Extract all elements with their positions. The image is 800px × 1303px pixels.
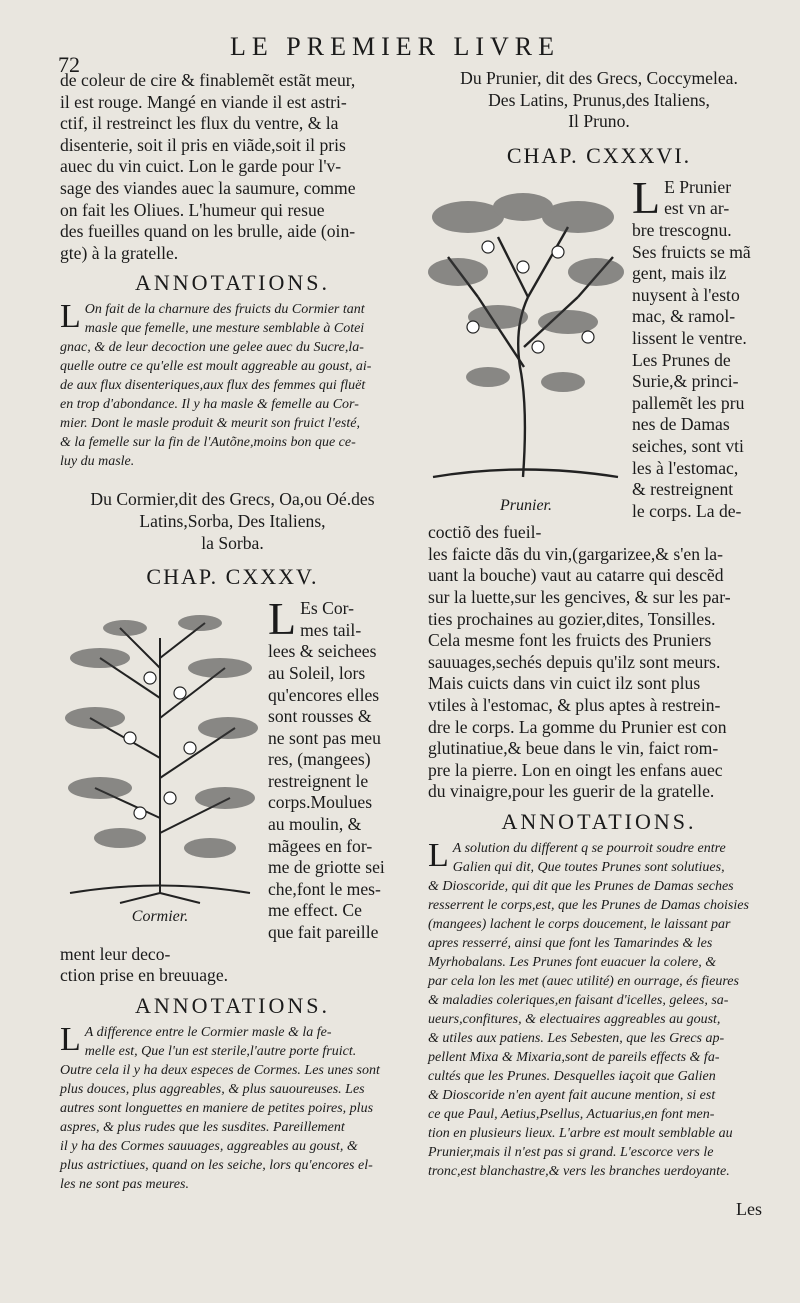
annotation-line: autres sont longuettes en maniere de petites poires, plus xyxy=(60,1100,374,1116)
drop-cap: L xyxy=(268,593,297,645)
left-column xyxy=(60,70,405,1194)
prunier-woodcut xyxy=(428,177,624,515)
text-line: mãgees en for- xyxy=(268,835,373,856)
annotation-line: & la femelle sur la fin de l'Autõne,moins bon que ce- xyxy=(60,435,356,451)
annotation-line: & utiles aux patiens. Les Sebesten, que les Grecs ap- xyxy=(428,1031,725,1046)
text-line: gent, mais ilz xyxy=(632,263,727,284)
text-line: uant la bouche) vaut au catarre qui descẽd xyxy=(428,565,724,586)
text-line: glutinatiue,& beue dans le vin, faict rom- xyxy=(428,738,719,759)
text-line: des fueilles quand on les brulle, aide (oin- xyxy=(60,221,356,242)
annotation-line: On fait de la charnure des fruicts du Cormier tant xyxy=(84,302,365,318)
prunier-tree-illustration xyxy=(428,177,624,497)
catchword: Les xyxy=(736,1199,762,1219)
annotation-line: apres resserré, ainsi que font les Tamarindes & les xyxy=(428,936,713,951)
annotation-line: aspres, & plus rudes que les susdites. Pareillement xyxy=(60,1119,345,1135)
annotation-line: A difference entre le Cormier masle & la fe- xyxy=(84,1024,332,1040)
text-line: disenterie, soit il pris en viãde,soit il pris xyxy=(60,134,346,155)
annotation-block-2 xyxy=(60,1020,405,1194)
text-line: sont rousses & xyxy=(268,706,372,727)
text-line: coctiõ des fueil- xyxy=(428,522,542,543)
text-line: les à l'estomac, xyxy=(632,457,739,478)
text-line: du vinaigre,pour les guerir de la gratelle. xyxy=(428,781,715,802)
annotation-line: & Dioscoride n'en ayent fait aucune mention, si est xyxy=(428,1088,716,1103)
text-line: que fait pareille xyxy=(268,922,379,943)
text-line: lees & seichees xyxy=(268,641,377,662)
drop-cap: L xyxy=(60,1020,81,1058)
annotation-line: luy du masle. xyxy=(60,454,135,470)
section-title-line: Latins,Sorba, Des Italiens, xyxy=(139,510,326,531)
section-title-line: Il Pruno. xyxy=(568,111,630,132)
cormier-woodcut xyxy=(60,598,260,926)
right-column xyxy=(428,68,770,1181)
text-line: est vn ar- xyxy=(664,198,730,219)
annotation-line: masle que femelle, une mesture semblable à Cotei xyxy=(84,321,365,337)
drop-cap: L xyxy=(428,837,449,874)
text-line: Ses fruicts se mã xyxy=(632,241,751,262)
annotation-line: plus astrictiues, quand on les seiche, lors qu'encores el- xyxy=(60,1157,373,1173)
chapter-heading: CHAP. CXXXV. xyxy=(146,564,319,590)
annotation-line: & Dioscoride, qui dit que les Prunes de Damas seches xyxy=(428,879,734,894)
page-number: 72 xyxy=(58,52,80,77)
annotation-line: ce que Paul, Aetius,Psellus, Actuarius,en font men- xyxy=(428,1107,715,1122)
text-line: me de griotte sei xyxy=(268,857,385,878)
text-line: le corps. La de- xyxy=(632,500,742,521)
text-line: on fait les Oliues. L'humeur qui resue xyxy=(60,199,325,220)
text-line: Cela mesme font les fruicts des Pruniers xyxy=(428,630,712,651)
section-title-line: Des Latins, Prunus,des Italiens, xyxy=(488,89,710,110)
annotation-line: tronc,est blanchastre,& vers les branches uerdoyante. xyxy=(428,1164,730,1179)
text-line: au moulin, & xyxy=(268,814,362,835)
text-line: ment leur deco- xyxy=(60,943,171,964)
annotation-line: Prunier,mais il n'est pas si grand. L'escorce vers le xyxy=(428,1145,714,1160)
annotations-heading: ANNOTATIONS. xyxy=(135,270,330,296)
text-line: ctif, il restreinct les flux du ventre, & la xyxy=(60,113,339,134)
annotation-line: A solution du different q se pourroit soudre entre xyxy=(452,841,726,856)
text-line: E Prunier xyxy=(664,176,732,197)
text-line: sage des viandes auec la saumure, comme xyxy=(60,177,356,198)
text-line: pallemẽt les pru xyxy=(632,392,745,413)
text-line: ties prochaines au gozier,dites, Tonsilles. xyxy=(428,608,716,629)
annotations-heading: ANNOTATIONS. xyxy=(501,809,697,834)
text-line: au Soleil, lors xyxy=(268,662,366,683)
text-line: dre le corps. La gomme du Prunier est con xyxy=(428,716,727,737)
text-line: lissent le ventre. xyxy=(632,327,747,348)
section-title-line: Du Cormier,dit des Grecs, Oa,ou Oé.des xyxy=(90,489,375,510)
text-line: restreignent le xyxy=(268,770,369,791)
text-line: ne sont pas meu xyxy=(268,727,381,748)
annotation-line: melle est, Que l'un est sterile,l'autre porte fruict. xyxy=(84,1043,357,1059)
annotation-line: gnac, & de leur decoction une gelee auec du Sucre,la- xyxy=(60,340,364,356)
text-line: pre la pierre. Lon en oingt les enfans auec xyxy=(428,759,723,780)
text-line: Es Cor- xyxy=(300,598,354,619)
text-line: nuysent à l'esto xyxy=(632,284,740,305)
drop-cap: L xyxy=(60,298,81,336)
figure-caption: Prunier. xyxy=(500,496,552,514)
annotation-line: en trop d'abondance. Il y ha masle & femelle au Cor- xyxy=(60,397,359,413)
annotation-line: plus douces, plus aggreables, & plus sauoureuses. Les xyxy=(60,1081,365,1097)
drop-cap: L xyxy=(632,171,661,223)
running-title: LE PREMIER LIVRE xyxy=(230,32,560,61)
annotation-line: les ne sont pas meures. xyxy=(60,1176,189,1192)
text-line: Surie,& princi- xyxy=(632,371,739,392)
text-line: mac, & ramol- xyxy=(632,306,736,327)
annotation-line: Myrhobalans. Les Prunes font euacuer la colere, & xyxy=(428,955,717,970)
annotation-line: tion en plusieurs lieux. L'arbre est moult semblable au xyxy=(428,1126,733,1141)
text-line: me effect. Ce xyxy=(268,900,362,921)
text-line: sauuages,sechés depuis qu'ilz sont meurs. xyxy=(428,651,721,672)
text-line: qu'encores elles xyxy=(268,684,380,705)
annotation-block-1 xyxy=(60,300,405,471)
text-line: Les Prunes de xyxy=(632,349,731,370)
annotation-line: resserrent le corps,est, que les Prunes de Damas choisies xyxy=(428,898,749,913)
text-line: vtiles à l'estomac, & plus aptes à restrein- xyxy=(428,695,721,716)
text-line: res, (mangees) xyxy=(268,749,371,770)
annotation-line: Outre cela il y ha deux especes de Cormes. Les unes sont xyxy=(60,1062,380,1078)
text-line: ction prise en breuuage. xyxy=(60,965,229,986)
section-title-line: la Sorba. xyxy=(201,532,264,553)
annotation-line: par cela lon les met (auec utilité) en ourrage, és fieures xyxy=(428,974,739,989)
text-line: de coleur de cire & finablemẽt estãt meur, xyxy=(60,70,356,90)
section-title-line: Du Prunier, dit des Grecs, Coccymelea. xyxy=(460,68,738,88)
cormier-tree-illustration xyxy=(60,598,260,908)
text-line: auec du vin cuict. Lon le garde pour l'v- xyxy=(60,156,342,177)
left-para-1 xyxy=(60,70,405,264)
annotation-line: cultés que les Prunes. Desquelles iaçoit que Galien xyxy=(428,1069,716,1084)
annotations-heading: ANNOTATIONS. xyxy=(135,992,330,1018)
annotation-line: (mangees) lachent le corps doucement, le laissant par xyxy=(428,917,731,932)
annotation-line: quelle outre ce qu'elle est moult aggreable au goust, ai- xyxy=(60,359,372,375)
annotation-line: ueurs,confitures, & electuaires aggreables au goust, xyxy=(428,1012,721,1027)
annotation-block-3 xyxy=(428,839,770,1181)
figure-caption: Cormier. xyxy=(131,908,189,926)
text-line: il est rouge. Mangé en viande il est astri- xyxy=(60,91,347,112)
text-line: & restreignent xyxy=(632,479,734,500)
text-line: bre trescognu. xyxy=(632,219,732,240)
annotation-line: de aux flux disenteriques,aux flux des femmes qui fluët xyxy=(60,378,366,394)
annotation-line: & maladies coleriques,en faisant d'icelles, gelees, sa- xyxy=(428,993,729,1008)
chapter-heading: CHAP. CXXXVI. xyxy=(506,142,692,168)
text-line: che,font le mes- xyxy=(268,878,381,899)
annotation-line: Galien qui dit, Que toutes Prunes sont solutiues, xyxy=(452,860,725,875)
text-line: les faicte dãs du vin,(gargarizee,& s'en la- xyxy=(428,543,723,564)
text-line: Mais cuicts dans vin cuict ilz sont plus xyxy=(428,673,701,694)
annotation-line: pellent Mixa & Mixaria,sont de pareils effects & fa- xyxy=(428,1050,720,1065)
text-line: mes tail- xyxy=(300,619,362,640)
annotation-line: mier. Dont le masle produit & meurit son fruict l'esté, xyxy=(60,416,360,432)
text-line: seiches, sont vti xyxy=(632,435,744,456)
text-line: gte) à la gratelle. xyxy=(60,242,179,263)
text-line: sur la luette,sur les gencives, & sur les par- xyxy=(428,587,731,608)
text-line: corps.Moulues xyxy=(268,792,373,813)
text-line: nes de Damas xyxy=(632,414,730,435)
annotation-line: il y ha des Cormes sauuages, aggreables au goust, & xyxy=(60,1138,358,1154)
